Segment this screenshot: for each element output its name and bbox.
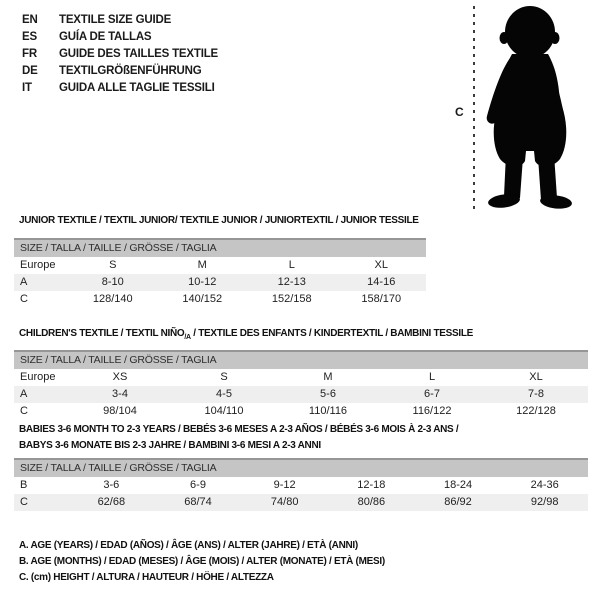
row-label: Europe [20,259,56,271]
table-row-europe [14,257,426,274]
language-row [22,29,218,46]
size-table-header: SIZE / TALLA / TAILLE / GRÖSSE / TAGLIA [14,238,426,257]
table-cell: XL [529,371,543,383]
table-row-a [14,274,426,291]
babies-title-line2: BABYS 3-6 MONATE BIS 2-3 JAHRE / BAMBINI 3-6 MESI A 2-3 ANNI [19,440,321,451]
language-code: DE [22,65,38,77]
table-cell: M [323,371,333,383]
row-label: C [20,293,28,305]
toddler-silhouette-icon [484,4,596,216]
children-title-post: / TEXTILE DES ENFANTS / KINDERTEXTIL / BAMBINI TESSILE [190,328,474,339]
language-label: TEXTILGRÖßENFÜHRUNG [59,65,202,77]
language-row [22,80,218,97]
row-label: A [20,276,28,288]
row-label: Europe [20,371,56,383]
row-label: C [20,496,28,508]
table-row-a [14,386,588,403]
language-row [22,46,218,63]
language-row [22,12,218,29]
children-title-sub: /A [184,334,191,341]
table-cell: 110/116 [308,405,348,417]
babies-section-title [19,422,458,454]
table-row-c [14,494,588,511]
table-row-c [14,291,426,308]
legend-line-c: C. (cm) HEIGHT / ALTURA / HAUTEUR / HÖHE / ALTEZZA [19,572,274,583]
row-label: B [20,479,28,491]
language-code: EN [22,14,38,26]
babies-title-line1: BABIES 3-6 MONTH TO 2-3 YEARS / BEBÉS 3-6 MESES A 2-3 AÑOS / BÉBÉS 3-6 MOIS À 2-3 ANS / [19,424,459,435]
language-code: ES [22,31,37,43]
table-cell: 80/86 [357,496,386,508]
language-label: GUÍA DE TALLAS [59,31,152,43]
table-cell: 3-6 [103,479,120,491]
table-cell: 9-12 [273,479,296,491]
table-cell: 104/110 [204,405,244,417]
language-row [22,63,218,80]
table-cell: 122/128 [516,405,556,417]
size-table-header: SIZE / TALLA / TAILLE / GRÖSSE / TAGLIA [14,458,588,477]
height-dotted-line [473,6,475,212]
legend-line-b: B. AGE (MONTHS) / EDAD (MESES) / ÂGE (MOIS) / ALTER (MONATE) / ETÀ (MESI) [19,556,385,567]
table-cell: M [197,259,207,271]
table-cell: XL [374,259,388,271]
table-row-b [14,477,588,494]
table-row-europe [14,369,588,386]
measure-label-c: C [455,105,464,119]
children-size-table [14,350,588,420]
table-cell: S [220,371,228,383]
table-cell: S [109,259,117,271]
table-cell: 4-5 [216,388,232,400]
children-section-title [19,326,473,346]
table-cell: XS [112,371,128,383]
language-list [22,12,218,97]
children-title-pre: CHILDREN'S TEXTILE / TEXTIL NIÑO [19,328,185,339]
table-cell: 12-18 [357,479,386,491]
language-label: GUIDE DES TAILLES TEXTILE [59,48,218,60]
babies-size-table [14,458,588,511]
table-cell: 6-7 [424,388,440,400]
table-cell: 128/140 [92,293,133,305]
table-cell: 158/170 [361,293,402,305]
language-code: IT [22,82,32,94]
table-cell: 10-12 [188,276,217,288]
legend-line-a: A. AGE (YEARS) / EDAD (AÑOS) / ÂGE (ANS) / ALTER (JAHRE) / ETÀ (ANNI) [19,540,358,551]
table-row-c [14,403,588,420]
table-cell: 12-13 [277,276,306,288]
table-cell: 8-10 [101,276,124,288]
row-label: A [20,388,28,400]
legend [19,538,385,586]
table-cell: 5-6 [320,388,336,400]
table-cell: 7-8 [528,388,544,400]
table-cell: 3-4 [112,388,128,400]
table-cell: 68/74 [184,496,212,508]
junior-section-title: JUNIOR TEXTILE / TEXTIL JUNIOR/ TEXTILE JUNIOR / JUNIORTEXTIL / JUNIOR TESSILE [19,215,419,226]
size-table-header: SIZE / TALLA / TAILLE / GRÖSSE / TAGLIA [14,350,588,369]
junior-size-table [14,238,426,308]
language-label: GUIDA ALLE TAGLIE TESSILI [59,82,215,94]
table-cell: 152/158 [271,293,312,305]
table-cell: 62/68 [97,496,126,508]
table-cell: 74/80 [270,496,299,508]
language-label: TEXTILE SIZE GUIDE [59,14,172,26]
table-cell: 116/122 [412,405,452,417]
table-cell: 6-9 [190,479,206,491]
table-cell: 14-16 [367,276,396,288]
language-code: FR [22,48,37,60]
table-cell: L [288,259,295,271]
table-cell: 140/152 [182,293,223,305]
table-cell: 18-24 [443,479,473,491]
table-cell: 98/104 [103,405,137,417]
row-label: C [20,405,28,417]
table-cell: 92/98 [530,496,559,508]
table-cell: 24-36 [530,479,559,491]
table-cell: L [428,371,436,383]
table-cell: 86/92 [444,496,472,508]
